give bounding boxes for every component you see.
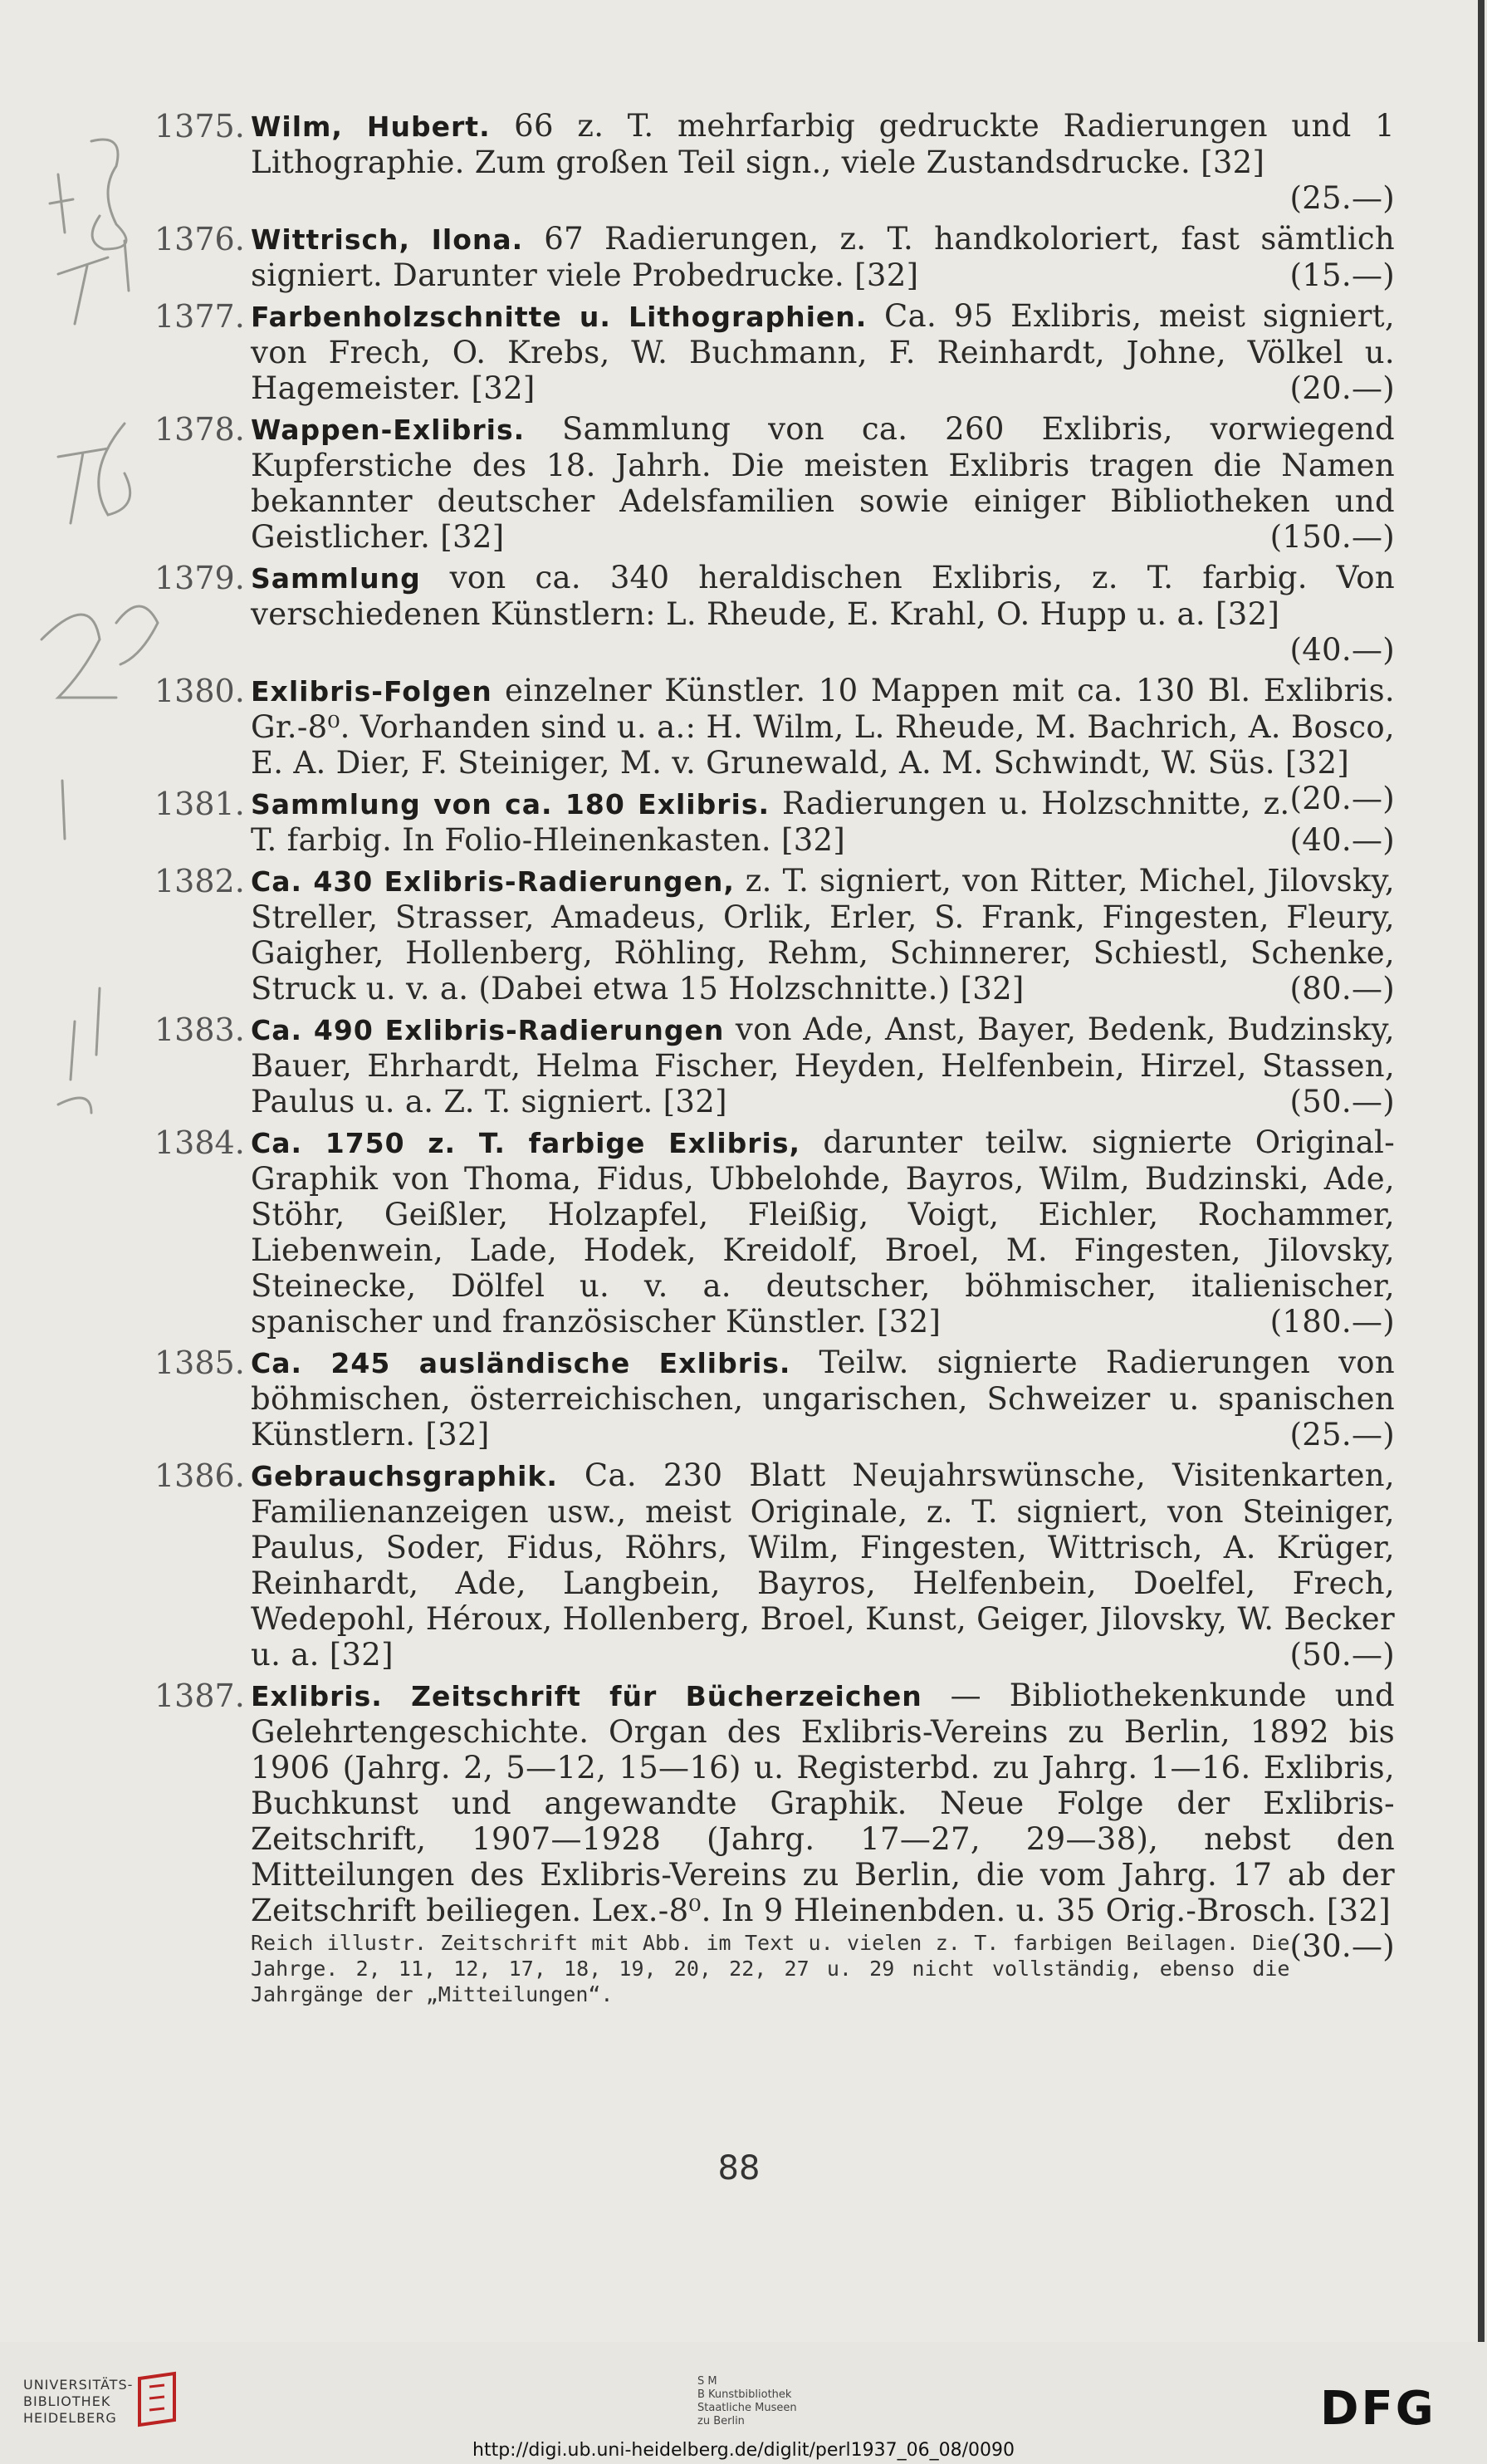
catalog-entry (154, 863, 1395, 1007)
entry-body (251, 863, 1395, 1007)
entry-price: (25.—) (1289, 180, 1395, 216)
entry-price: (150.—) (1269, 519, 1395, 555)
entry-heading: Ca. 430 Exlibris-Radierungen, (251, 865, 735, 898)
entry-heading: Ca. 490 Exlibris-Radierungen (251, 1014, 725, 1046)
entry-body (251, 560, 1395, 668)
entry-number: 1381. (154, 786, 245, 822)
entry-heading: Wilm, Hubert. (251, 110, 491, 143)
entry-price: (30.—) (1289, 1928, 1395, 1964)
entry-number: 1377. (154, 298, 245, 335)
catalog-entry (154, 221, 1395, 293)
entry-price: (40.—) (1289, 822, 1395, 858)
entry-price: (15.—) (1289, 257, 1395, 293)
source-url-link[interactable]: http://digi.ub.uni-heidelberg.de/diglit/perl1937_06_08/0090 (472, 2440, 1015, 2461)
entry-number: 1387. (154, 1678, 245, 1714)
entry-text: 66 z. T. mehrfarbig gedruckte Radierungen und 1 Lithographie. Zum großen Teil sign., viele Zustandsdrucke. [32] (251, 108, 1395, 180)
entry-body (251, 411, 1395, 555)
catalog-entry (154, 560, 1395, 668)
entry-heading: Wittrisch, Ilona. (251, 223, 524, 256)
entry-heading: Ca. 245 ausländische Exlibris. (251, 1347, 791, 1379)
catalog-entry (154, 1345, 1396, 1452)
dfg-logo[interactable]: DFG (1320, 2382, 1436, 2436)
page-number: 88 (717, 2149, 761, 2187)
catalog-entry (154, 1124, 1395, 1340)
entry-price: (80.—) (1289, 971, 1395, 1007)
entry-text: Sammlung von ca. 260 Exlibris, vorwiegend Kupferstiche des 18. Jahrh. Die meisten Exlibris tragen die Namen bekannter deutscher Adelsfamilien sowie einiger Bibliotheken und Geistlicher. [32] (251, 411, 1395, 555)
entry-heading: Sammlung von ca. 180 Exlibris. (251, 788, 770, 821)
entry-body (251, 298, 1395, 406)
entry-text: von ca. 340 heraldischen Exlibris, z. T. farbig. Von verschiedenen Künstlern: L. Rheude, E. Krahl, O. Hupp u. a. [32] (251, 560, 1395, 632)
entry-price: (40.—) (1289, 632, 1395, 668)
entry-heading: Ca. 1750 z. T. farbige Exlibris, (251, 1127, 801, 1159)
entry-heading: Wappen-Exlibris. (251, 414, 526, 446)
entry-heading: Exlibris-Folgen (251, 675, 492, 708)
entry-body (251, 108, 1395, 216)
catalog-entry (154, 1678, 1395, 2007)
entry-price: (50.—) (1289, 1084, 1395, 1119)
entry-number: 1378. (154, 411, 245, 448)
entry-price: (20.—) (1289, 781, 1395, 816)
entry-note: Reich illustr. Zeitschrift mit Abb. im Text u. vielen z. T. farbigen Beilagen. Die Jahrge. 2, 11, 12, 17, 18, 19, 20, 22, 27 u. 29 nicht vollständig, ebenso die Jahrgänge der „Mitteilungen“. (251, 1931, 1290, 2006)
entry-price: (50.—) (1289, 1637, 1395, 1673)
entry-text: Ca. 230 Blatt Neujahrswünsche, Visitenkarten, Familienanzeigen usw., meist Originale, z. T. signiert, von Steiniger, Paulus, Soder, Fidus, Röhrs, Wilm, Fingesten, Wittrisch, A. Krüger, Reinhardt, Ade, Langbein, Bayros, Helfenbein, Doelfel, Frech, Wedepohl, Héroux, Hollenberg, Broel, Kunst, Geiger, Jilovsky, W. Becker u. a. [32] (251, 1457, 1395, 1673)
entry-price: (25.—) (1289, 1417, 1395, 1452)
entry-price: (20.—) (1289, 370, 1395, 406)
entry-number: 1384. (154, 1124, 245, 1161)
entry-text: z. T. signiert, von Ritter, Michel, Jilovsky, Streller, Strasser, Amadeus, Orlik, Erler, S. Frank, Fingesten, Fleury, Gaigher, Hollenberg, Röhling, Rehm, Schinnerer, Schiestl, Schenke, Struck u. v. a. (Dabei etwa 15 Holzschnitte.) [32] (251, 863, 1395, 1007)
entry-number: 1386. (154, 1457, 245, 1494)
catalog-entry (154, 298, 1395, 406)
entry-number: 1382. (154, 863, 245, 899)
entry-text: darunter teilw. signierte Original-Graphik von Thoma, Fidus, Ubbelohde, Bayros, Wilm, Budzinski, Ade, Stöhr, Geißler, Holzapfel, Fleißig, Voigt, Eichler, Rochammer, Liebenwein, Lade, Hodek, Kreidolf, Broel, M. Fingesten, Jilovsky, Steinecke, Dölfel u. v. a. deutscher, böhmischer, italienischer, spanischer und französischer Künstler. [32] (251, 1124, 1395, 1340)
entry-heading: Gebrauchsgraphik. (251, 1460, 558, 1492)
university-library-label[interactable]: UNIVERSITÄTS- BIBLIOTHEK HEIDELBERG (23, 2377, 134, 2426)
entry-number: 1380. (154, 673, 245, 709)
entry-body (251, 1345, 1395, 1452)
entry-text: Teilw. signierte Radierungen von böhmischen, österreichischen, ungarischen, Schweizer u. spanischen Künstlern. [32] (251, 1345, 1396, 1452)
entry-text: Ca. 95 Exlibris, meist signiert, von Frech, O. Krebs, W. Buchmann, F. Reinhardt, Johne, Völkel u. Hagemeister. [32] (251, 298, 1395, 406)
entry-text: einzelner Künstler. 10 Mappen mit ca. 130 Bl. Exlibris. Gr.-8⁰. Vorhanden sind u. a.: H. Wilm, L. Rheude, M. Bachrich, A. Bosco, E. A. Dier, F. Steiniger, M. v. Grunewald, A. M. Schwindt, W. Süs. [32] (251, 673, 1395, 781)
entry-body (251, 1012, 1395, 1119)
entry-price: (180.—) (1269, 1304, 1395, 1340)
entry-body (251, 1457, 1395, 1673)
entry-number: 1379. (154, 560, 245, 596)
footer-bar (0, 2350, 1487, 2464)
catalog-entry (154, 786, 1395, 858)
entry-number: 1375. (154, 108, 245, 145)
entry-heading: Exlibris. Zeitschrift für Bücherzeichen (251, 1680, 922, 1712)
entry-text: — Bibliothekenkunde und Gelehrtengeschichte. Organ des Exlibris-Vereins zu Berlin, 1892 bis 1906 (Jahrg. 2, 5—12, 15—16) u. Registerbd. zu Jahrg. 1—16. Exlibris, Buchkunst und angewandte Graphik. Neue Folge der Exlibris-Zeitschrift, 1907—1928 (Jahrg. 17—27, 29—38), nebst den Mitteilungen des Exlibris-Vereins zu Berlin, die vom Jahrg. 17 ab der Zeitschrift beiliegen. Lex.-8⁰. In 9 Hleinenbden. u. 35 Orig.-Brosch. [32] (251, 1678, 1395, 1928)
entry-list (154, 108, 1396, 2012)
catalog-entry (154, 1012, 1395, 1119)
catalog-entry (154, 108, 1395, 216)
catalog-entry (154, 1457, 1395, 1673)
museum-stamp: S M B Kunstbibliothek Staatliche Museen zu Berlin (697, 2375, 797, 2427)
entry-text: Radierungen u. Holzschnitte, z. T. farbig. In Folio-Hleinenkasten. [32] (251, 786, 1290, 858)
catalog-entry (154, 411, 1395, 555)
entry-heading: Sammlung (251, 562, 421, 595)
entry-body (251, 221, 1395, 293)
entry-number: 1385. (154, 1345, 245, 1381)
entry-heading: Farbenholzschnitte u. Lithographien. (251, 301, 868, 333)
entry-text: 67 Radierungen, z. T. handkoloriert, fast sämtlich signiert. Darunter viele Probedrucke. [32] (251, 221, 1395, 293)
entry-body (251, 786, 1395, 858)
entry-body (251, 1678, 1395, 1964)
entry-number: 1383. (154, 1012, 245, 1048)
entry-text: von Ade, Anst, Bayer, Bedenk, Budzinsky, Bauer, Ehrhardt, Helma Fischer, Heyden, Helfenbein, Hirzel, Stassen, Paulus u. a. Z. T. signiert. [32] (251, 1012, 1395, 1119)
university-logo-icon[interactable] (133, 2370, 181, 2428)
entry-body (251, 1124, 1395, 1340)
entry-number: 1376. (154, 221, 245, 257)
